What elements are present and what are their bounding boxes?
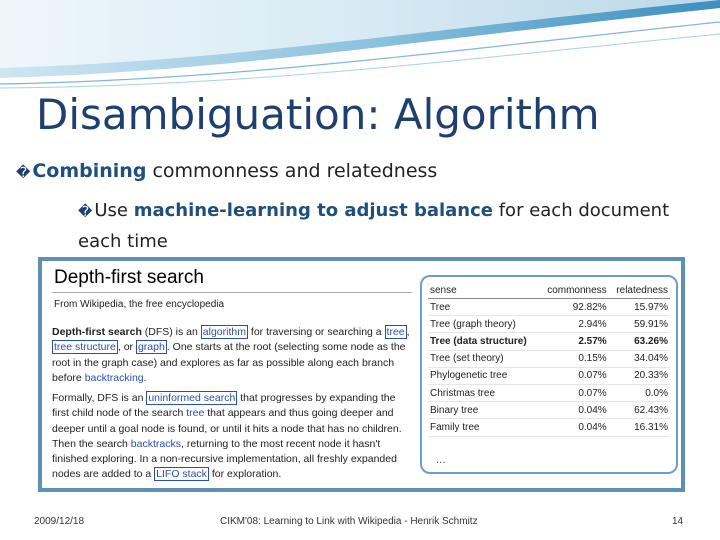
footer-date: 2009/12/18 [34,516,85,527]
wiki-text: . [143,371,147,384]
wiki-text: , returning to the most recent node it hasn't finished exploring. In a non-recursive implementation, all freshly expanded nodes are added to a [52,437,397,481]
bullet-combining [16,160,437,182]
wiki-link-algorithm[interactable]: algorithm [202,326,246,338]
cell-sense: Tree (graph theory) [428,316,539,333]
table-row [428,384,670,401]
wiki-link-tree[interactable]: tree [386,326,405,338]
wiki-link-uninformed-search[interactable]: uninformed search [148,392,236,404]
cell-commonness: 2.94% [539,316,609,333]
sub-bullet-machine-learning [78,196,698,257]
cell-commonness: 0.15% [539,350,609,367]
wiki-source-line: From Wikipedia, the free encyclopedia [54,299,225,310]
sub-bullet-lead: Use [94,200,134,221]
cell-relatedness: 20.33% [609,367,670,384]
wiki-text: that appears and thus going deeper and deeper until a goal node is found, or until it hits a node that has no children. Then the search [52,407,402,450]
footer-caption: CIKM'08: Learning to Link with Wikipedia - Henrik Schmitz [220,516,478,527]
wiki-text: for exploration. [208,468,282,481]
cell-sense: Tree (set theory) [428,350,539,367]
wiki-text: . One starts at the root (selecting some node as the root in the graph case) and explores as far as possible along each branch before [52,341,406,384]
cell-relatedness: 16.31% [609,419,670,436]
cell-commonness: 92.82% [539,299,609,316]
cell-commonness: 0.07% [539,367,609,384]
wikipedia-screenshot [38,257,685,492]
cell-sense: Binary tree [428,402,539,419]
wiki-link-backtracks[interactable]: backtracks [130,437,181,450]
sub-bullet-text: for each document each time [78,200,670,252]
cell-sense: Christmas tree [428,384,539,401]
cell-sense: Tree (data structure) [428,333,539,350]
cell-commonness: 0.07% [539,384,609,401]
cell-relatedness: 59.91% [609,316,670,333]
wiki-title-rule [52,292,412,293]
cell-relatedness: 63.26% [609,333,670,350]
wiki-text: , [406,326,410,338]
wiki-link-lifo-stack[interactable]: LIFO stack [156,468,207,481]
sense-table-panel [420,275,678,474]
cell-sense: Phylogenetic tree [428,367,539,384]
wiki-article-title: Depth-first search [54,267,204,288]
wiki-text: for traversing or searching a [247,326,385,338]
slide-title: Disambiguation: Algorithm [36,90,600,139]
bullet-marker: � [16,165,31,181]
wiki-link-tree-structure[interactable]: tree structure [54,341,116,354]
table-ellipsis: ... [436,455,446,466]
wiki-link-graph[interactable]: graph [137,341,165,354]
cell-relatedness: 0.0% [609,384,670,401]
table-row [428,299,670,316]
header-wave-decoration [0,0,720,90]
slide-number: 14 [672,516,684,527]
wiki-paragraph-1 [52,325,412,386]
cell-relatedness: 62.43% [609,402,670,419]
table-row [428,350,670,367]
table-row [428,367,670,384]
wiki-paragraph-2 [52,391,412,483]
sense-table [428,283,670,437]
cell-sense: Tree [428,299,539,316]
sub-bullet-emphasis: machine-learning to adjust balance [133,200,493,221]
sense-table-header-row [428,283,670,299]
cell-commonness: 0.04% [539,402,609,419]
wiki-link-tree-2[interactable]: tree [186,407,205,420]
table-row [428,402,670,419]
cell-commonness: 2.57% [539,333,609,350]
col-header-relatedness: relatedness [609,283,670,299]
sub-bullet-marker: � [78,204,93,220]
table-row [428,419,670,436]
wiki-text: (DFS) is an [141,326,201,338]
table-row [428,316,670,333]
cell-commonness: 0.04% [539,419,609,436]
wiki-term: Depth-first search [52,326,142,338]
wiki-text: Formally, DFS is an [52,392,147,404]
cell-relatedness: 15.97% [609,299,670,316]
col-header-commonness: commonness [539,283,609,299]
wiki-text: that progresses by expanding the first child node of the search [52,392,396,420]
wiki-link-backtracking[interactable]: backtracking [84,371,144,384]
wiki-text: , or [117,341,136,354]
cell-relatedness: 34.04% [609,350,670,367]
bullet-emphasis: Combining [32,160,147,182]
table-row-selected [428,333,670,350]
cell-sense: Family tree [428,419,539,436]
col-header-sense: sense [428,283,539,299]
bullet-text: commonness and relatedness [146,160,438,182]
